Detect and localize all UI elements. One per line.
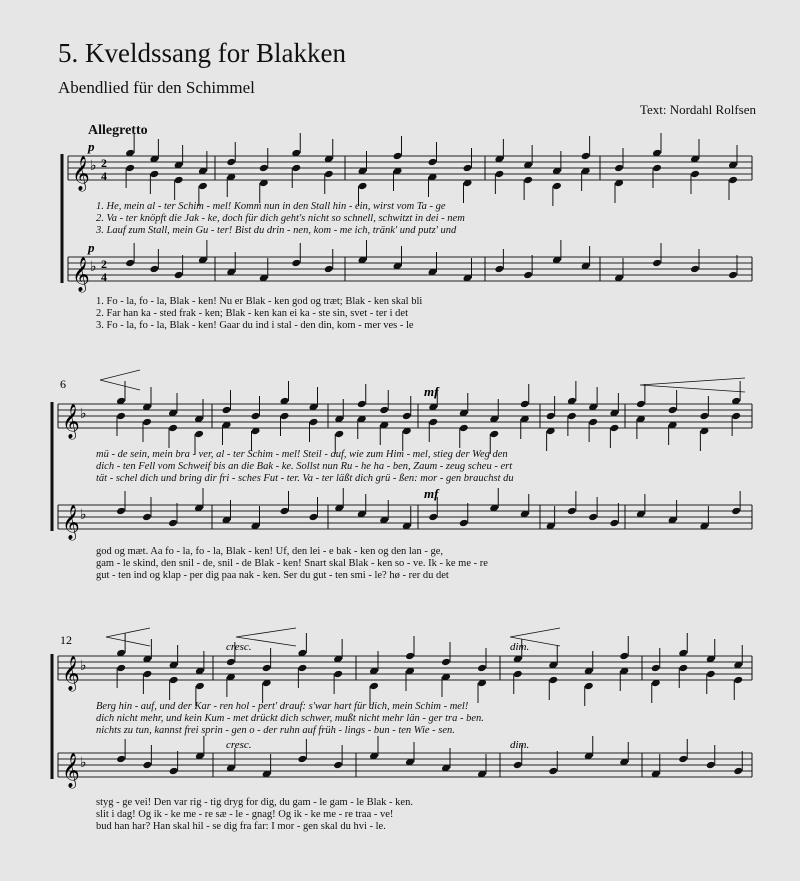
lyric-s3-german-1: Berg hin - auf, und der Kar - ren hol - pert' drauf: s'war hart für dich, mein Schim - mel! — [96, 701, 469, 712]
note-head — [291, 164, 301, 173]
note-head — [567, 507, 577, 516]
note-head — [222, 406, 232, 415]
note-head — [116, 755, 126, 764]
note-head — [280, 412, 290, 421]
note-head — [116, 412, 126, 421]
note-head — [731, 507, 741, 516]
measure-number-6: 6 — [60, 377, 66, 391]
time-signature: 2 — [101, 156, 107, 170]
note-head — [463, 164, 473, 173]
note-head — [358, 182, 368, 191]
note-head — [116, 664, 126, 673]
song-title: 5. Kveldssang for Blakken — [58, 38, 346, 68]
note-head — [588, 513, 598, 522]
note-head — [441, 658, 451, 667]
lyric-s3-norwegian-3: bud han har? Han skal hil - se dig fra far: I mor - gen skal du hvi - le. — [96, 821, 386, 832]
note-head — [402, 412, 412, 421]
note-head — [194, 430, 204, 439]
note-head — [513, 670, 523, 679]
note-head — [357, 400, 367, 409]
lyric-s2-norwegian-2: gam - le skind, den snil - de, snil - de Blak - ken! Snart skal Blak - ken so - ve. Ik - ke me - re — [96, 558, 488, 569]
note-head — [652, 259, 662, 268]
note-head — [149, 265, 159, 274]
lyric-s1-norwegian-2: 2. Far han ka - sted frak - ken; Blak - ken kan ei ka - ste sin, svet - ter i det — [96, 308, 408, 319]
dynamic-dim-lower: dim. — [510, 739, 530, 751]
note-head — [459, 519, 469, 528]
note-head — [428, 418, 438, 427]
note-head — [513, 761, 523, 770]
note-head — [552, 182, 562, 191]
note-head — [731, 412, 741, 421]
lyric-s3-norwegian-1: styg - ge vei! Den var rig - tig dryg for dig, du gam - le gam - le Blak - ken. — [96, 797, 413, 808]
note-head — [652, 164, 662, 173]
note-head — [567, 412, 577, 421]
lyric-s2-german-1: mü - de sein, mein bra - ver, al - ter Schim - mel! Steil - auf, wie zum Him - mel, stieg der Weg den — [96, 449, 508, 460]
flat-key-signature-icon: ♭ — [90, 158, 97, 174]
flat-key-signature-icon: ♭ — [90, 259, 97, 275]
note-head — [142, 761, 152, 770]
note-head — [494, 170, 504, 179]
note-head — [195, 682, 205, 691]
dynamic-mf-lower: mf — [424, 486, 439, 501]
note-head — [262, 664, 272, 673]
note-head — [619, 652, 629, 661]
flat-key-signature-icon: ♭ — [80, 755, 87, 771]
note-head — [690, 265, 700, 274]
text-credit: Text: Nordahl Rolfsen — [639, 102, 756, 117]
treble-clef-icon: 𝄞 — [72, 257, 90, 292]
note-head — [142, 670, 152, 679]
note-head — [614, 164, 624, 173]
lyric-s2-german-3: tät - schel dich und bring dir fri - sches Fut - ter. Va - ter läßt dich grü - ßen: mor - gen brauchst du — [96, 473, 514, 484]
note-head — [523, 176, 533, 185]
note-head — [226, 658, 236, 667]
note-head — [668, 406, 678, 415]
note-head — [259, 164, 269, 173]
time-signature: 4 — [101, 169, 107, 183]
time-signature: 2 — [101, 257, 107, 271]
note-head — [142, 513, 152, 522]
dynamic-cresc-lower: cresc. — [226, 739, 252, 751]
note-head — [168, 519, 178, 528]
flat-key-signature-icon: ♭ — [80, 507, 87, 523]
note-head — [169, 676, 179, 685]
note-head — [459, 424, 469, 433]
note-head — [280, 507, 290, 516]
note-head — [405, 652, 415, 661]
note-head — [149, 170, 159, 179]
song-subtitle: Abendlied für den Schimmel — [58, 78, 255, 97]
tempo-marking: Allegretto — [88, 123, 148, 138]
dynamic-p-upper: p — [88, 139, 95, 154]
note-head — [477, 664, 487, 673]
note-head — [636, 400, 646, 409]
lyric-s1-german-2: 2. Va - ter knöpft die Jak - ke, doch für dich geht's nicht so schnell, schwitzt in dei - nem — [96, 213, 465, 224]
note-head — [428, 513, 438, 522]
note-head — [125, 164, 135, 173]
note-head — [706, 670, 716, 679]
lyric-s1-german-1: 1. He, mein al - ter Schim - mel! Komm nun in den Stall hin - ein, wirst vom Ta - ge — [96, 201, 446, 212]
note-head — [678, 755, 688, 764]
flat-key-signature-icon: ♭ — [80, 658, 87, 674]
note-head — [706, 761, 716, 770]
lyric-s3-german-2: dich nicht mehr, und kein Kum - met drückt dich schwer, mußt nicht mehr län - ger tra - ben. — [96, 713, 484, 724]
flat-key-signature-icon: ♭ — [80, 406, 87, 422]
lyric-s1-german-3: 3. Lauf zum Stall, mein Gu - ter! Bist du drin - nen, kom - me ich, tränk' und putz' und — [96, 225, 457, 236]
lyric-s2-norwegian-3: gut - ten ind og klap - per dig paa nak - ken. Ser du gut - ten smi - le? hø - rer du det — [96, 570, 449, 581]
note-head — [324, 170, 334, 179]
dynamic-dim-upper: dim. — [510, 641, 530, 653]
note-head — [297, 755, 307, 764]
note-head — [678, 664, 688, 673]
note-head — [651, 664, 661, 673]
note-head — [728, 271, 738, 280]
note-head — [333, 761, 343, 770]
note-head — [546, 412, 556, 421]
note-head — [489, 430, 499, 439]
note-head — [116, 507, 126, 516]
note-head — [494, 265, 504, 274]
treble-clef-icon: 𝄞 — [62, 404, 80, 439]
hairpin — [100, 370, 140, 390]
note-head — [609, 519, 619, 528]
measure-number-12: 12 — [60, 633, 72, 647]
note-head — [291, 259, 301, 268]
note-head — [523, 271, 533, 280]
lyric-s2-norwegian-1: god og mæt. Aa fo - la, fo - la, Blak - ken! Uf, den lei - e bak - ken og den lan - ge, — [96, 546, 443, 557]
note-head — [226, 158, 236, 167]
lyric-s3-german-3: nichts zu tun, kannst frei sprin - gen o - der ruhn auf früh - lings - bun - ten Wie - sen. — [96, 725, 455, 736]
treble-clef-icon: 𝄞 — [72, 156, 90, 191]
note-head — [333, 670, 343, 679]
note-head — [174, 176, 184, 185]
note-head — [584, 682, 594, 691]
note-head — [548, 676, 558, 685]
note-head — [324, 265, 334, 274]
lyric-s1-norwegian-1: 1. Fo - la, fo - la, Blak - ken! Nu er Blak - ken god og træt; Blak - ken skal bli — [96, 296, 423, 307]
lyric-s2-german-2: dich - ten Fell vom Schweif bis an die Bak - ke. Sollst nun Ru - he ha - ben, Zaum - zeug scheu - ert — [96, 461, 513, 472]
note-head — [379, 406, 389, 415]
note-head — [733, 676, 743, 685]
treble-clef-icon: 𝄞 — [62, 505, 80, 540]
note-head — [174, 271, 184, 280]
note-head — [728, 176, 738, 185]
dynamic-p-lower: p — [88, 240, 95, 255]
note-head — [393, 152, 403, 161]
treble-clef-icon: 𝄞 — [62, 753, 80, 788]
note-head — [690, 170, 700, 179]
note-head — [588, 418, 598, 427]
note-head — [198, 182, 208, 191]
time-signature: 4 — [101, 270, 107, 284]
dynamic-mf-upper: mf — [424, 384, 439, 399]
note-head — [142, 418, 152, 427]
dynamic-cresc-upper: cresc. — [226, 641, 252, 653]
note-head — [609, 424, 619, 433]
note-head — [297, 664, 307, 673]
lyric-s3-norwegian-2: slit i dag! Og ik - ke me - re sæ - le - gnag! Og ik - ke me - re traa - ve! — [96, 809, 394, 820]
note-head — [581, 152, 591, 161]
note-head — [733, 767, 743, 776]
note-head — [309, 418, 319, 427]
note-head — [428, 158, 438, 167]
note-head — [309, 513, 319, 522]
note-head — [334, 430, 344, 439]
note-head — [169, 767, 179, 776]
note-head — [125, 259, 135, 268]
hairpin — [106, 628, 150, 646]
note-head — [369, 682, 379, 691]
note-head — [520, 400, 530, 409]
hairpin — [640, 378, 745, 392]
treble-clef-icon: 𝄞 — [62, 656, 80, 691]
note-head — [548, 767, 558, 776]
lyric-s1-norwegian-3: 3. Fo - la, fo - la, Blak - ken! Gaar du ind i stal - den din, kom - mer ves - le — [96, 320, 414, 331]
note-head — [168, 424, 178, 433]
note-head — [699, 412, 709, 421]
note-head — [251, 412, 261, 421]
